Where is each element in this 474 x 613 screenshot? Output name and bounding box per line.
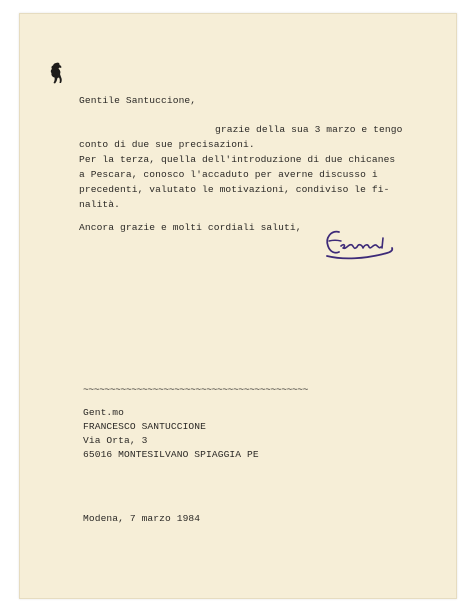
address-line: FRANCESCO SANTUCCIONE	[83, 421, 207, 432]
address-line: Via Orta, 3	[83, 435, 148, 446]
body-line: nalità.	[79, 199, 121, 210]
body-line: precedenti, valutato le motivazioni, condiviso le fi-	[79, 184, 390, 195]
body-line: a Pescara, conosco l'accaduto per averne discusso i	[79, 169, 378, 180]
body-line: conto di due sue precisazioni.	[79, 139, 255, 150]
prancing-horse-icon	[48, 61, 64, 85]
salutation: Gentile Santuccione,	[79, 95, 197, 106]
body-line: grazie della sua 3 marzo e tengo	[215, 124, 403, 135]
separator-rule: ~~~~~~~~~~~~~~~~~~~~~~~~~~~~~~~~~~~~~~~~~~	[83, 384, 309, 395]
address-line: 65016 MONTESILVANO SPIAGGIA PE	[83, 449, 259, 460]
dateline: Modena, 7 marzo 1984	[83, 513, 201, 524]
closing-line: Ancora grazie e molti cordiali saluti,	[79, 222, 302, 233]
body-line: Per la terza, quella dell'introduzione di due chicanes	[79, 154, 396, 165]
address-line: Gent.mo	[83, 407, 125, 418]
signature	[321, 226, 397, 266]
letter-sheet	[19, 13, 457, 599]
